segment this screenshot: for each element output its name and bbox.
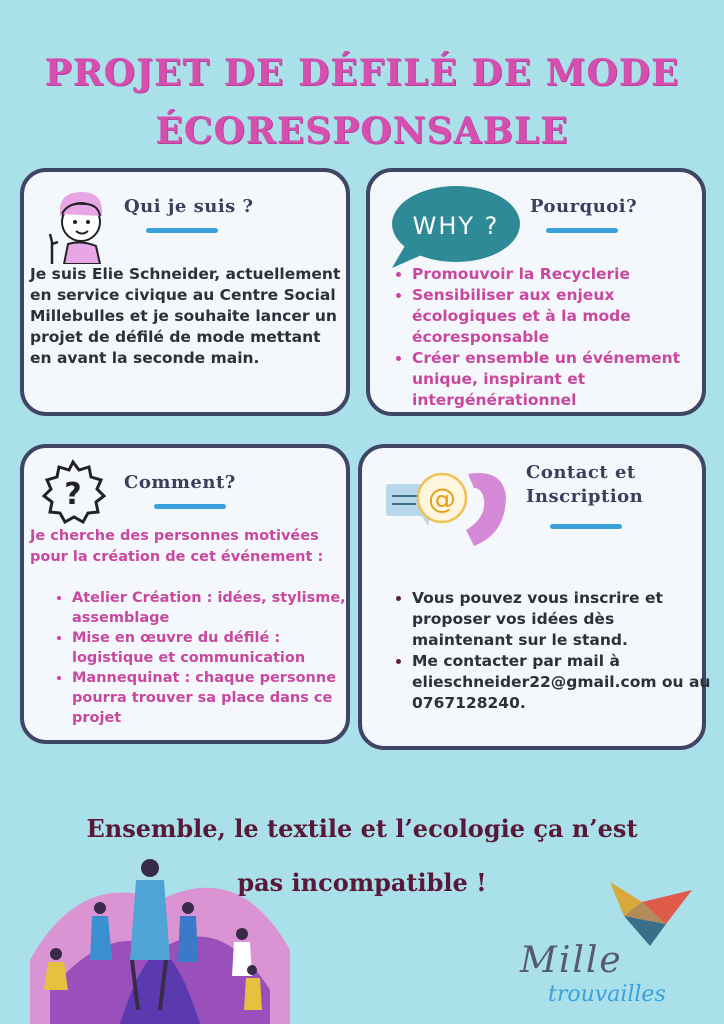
contact-list [392,588,712,714]
list-item: • Atelier Création : idées, stylisme, assemblage [72,588,364,628]
pourquoi-list [392,264,712,411]
title-underline [550,524,622,529]
svg-text:@: @ [428,482,456,515]
title-underline [546,228,618,233]
qui-description: Je suis Elie Schneider, actuellement en service civique au Centre Social Millebulles et je souhaite lancer un projet de défilé de mode mettant en avant la seconde main. [30,265,341,367]
why-speech-bubble-icon [386,182,526,272]
page-title-line1: PROJET DE DÉFILÉ DE MODE [44,52,680,94]
title-underline [146,228,218,233]
contact-phone-mail-icon [382,462,512,552]
list-item: • Créer ensemble un événement unique, inspirant et intergénérationnel [412,348,712,411]
list-item: • Promouvoir la Recyclerie [412,264,712,285]
svg-text:?: ? [64,477,82,512]
list-item: • Sensibiliser aux enjeux écologiques et à la mode écoresponsable [412,285,712,348]
comment-list [52,588,364,728]
slogan-line2: pas incompatible ! [237,868,487,897]
comment-intro: Je cherche des personnes motivées pour la création de cet événement : [30,528,324,565]
card-comment [20,444,350,744]
question-gear-icon [38,458,108,528]
card-title-comment: Comment? [124,472,236,493]
card-pourquoi [366,168,706,416]
list-item: • Mise en œuvre du défilé : logistique et communication [72,628,364,668]
page-title-line2: ÉCORESPONSABLE [155,110,569,152]
brand-logo-trouvailles: trouvailles [548,982,666,1007]
list-item: • Mannequinat : chaque personne pourra trouver sa place dans ce projet [72,668,364,728]
card-title-pourquoi: Pourquoi? [530,196,638,217]
title-underline [154,504,226,509]
card-title-contact-1: Contact et [526,462,636,483]
list-item: • Me contacter par mail à elieschneider22@gmail.com ou au 0767128240. [412,651,712,714]
card-title-qui: Qui je suis ? [124,196,254,217]
list-item: • Vous pouvez vous inscrire et proposer vos idées dès maintenant sur le stand. [412,588,712,651]
card-qui-je-suis [20,168,350,416]
card-contact [358,444,711,750]
fashion-show-illustration [20,850,300,1024]
slogan-line1: Ensemble, le textile et l’ecologie ça n’est [86,814,638,843]
card-title-contact-2: Inscription [526,486,644,507]
brand-logo-mille: Mille [520,940,623,981]
boy-pointing-icon [38,184,118,264]
why-label: WHY ? [412,212,500,240]
